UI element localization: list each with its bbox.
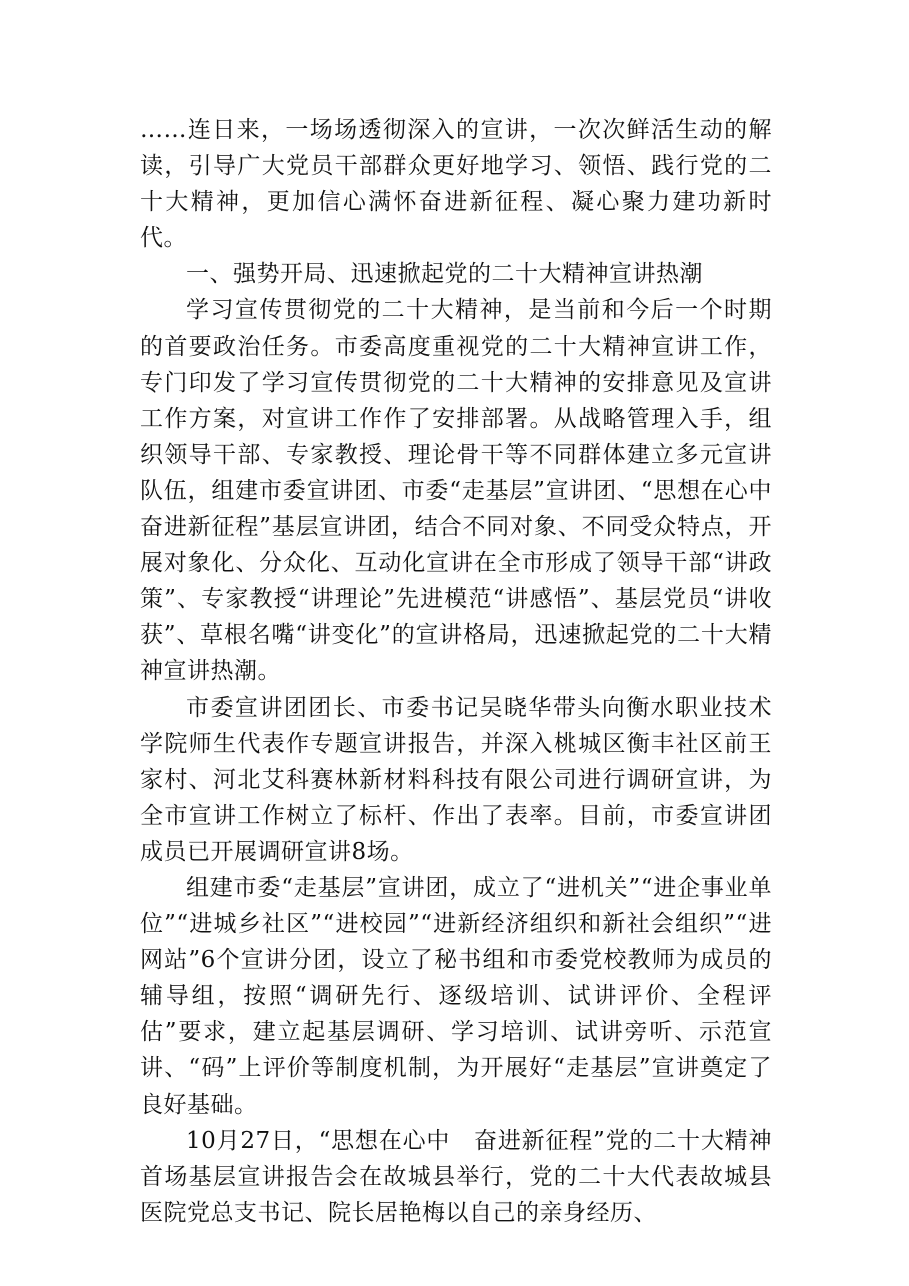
paragraph-overview: 学习宣传贯彻党的二十大精神，是当前和今后一个时期的首要政治任务。市委高度重视党的二十大精神宣讲工作，专门印发了学习宣传贯彻党的二十大精神的安排意见及宣讲工作方案，对宣讲工作作了安排部署。从战略管理入手，组织领导干部、专家教授、理论骨干等不同群体建立多元宣讲队伍，组建市委宣讲团、市委“走基层”宣讲团、“思想在心中 奋进新征程”基层宣讲团，结合不同对象、不同受众特点，开展对象化、分众化、互动化宣讲在全市形成了领导干部“讲政策”、专家教授“讲理论”先进模范“讲感悟”、基层党员“讲收获”、草根名嘴“讲变化”的宣讲格局，迅速掀起党的二十大精神宣讲热潮。 xyxy=(140,297,796,685)
paragraph-grassroots-team: 组建市委“走基层”宣讲团，成立了“进机关”“进企事业单位”“进城乡社区”“进校园”“进新经济组织和新社会组织”“进网站”6个宣讲分团，设立了秘书组和市委党校教师为成员的辅导组，按照“调研先行、逐级培训、试讲评价、全程评估”要求，建立起基层调研、学习培训、试讲旁听、示范宣讲、“码”上评价等制度机制，为开展好“走基层”宣讲奠定了良好基础。 xyxy=(140,874,772,1118)
paragraph-first-lecture: 10月27日，“思想在心中 奋进新征程”党的二十大精神首场基层宣讲报告会在故城县举行，党的二十大代表故城县医院党总支书记、院长居艳梅以自己的亲身经历、 xyxy=(140,1127,772,1226)
paragraph-municipal-team: 市委宣讲团团长、市委书记吴晓华带头向衡水职业技术学院师生代表作专题宣讲报告，并深入桃城区衡丰社区前王家村、河北艾科赛林新材料科技有限公司进行调研宣讲，为全市宣讲工作树立了标杆、作出了表率。目前，市委宣讲团成员已开展调研宣讲8场。 xyxy=(140,694,772,865)
document-body xyxy=(140,112,796,1231)
paragraph-intro: ……连日来，一场场透彻深入的宣讲，一次次鲜活生动的解读，引导广大党员干部群众更好地学习、领悟、践行党的二十大精神，更加信心满怀奋进新征程、凝心聚力建功新时代。 xyxy=(140,117,772,252)
section-heading: 一、强势开局、迅速掀起党的二十大精神宣讲热潮 xyxy=(186,261,703,288)
